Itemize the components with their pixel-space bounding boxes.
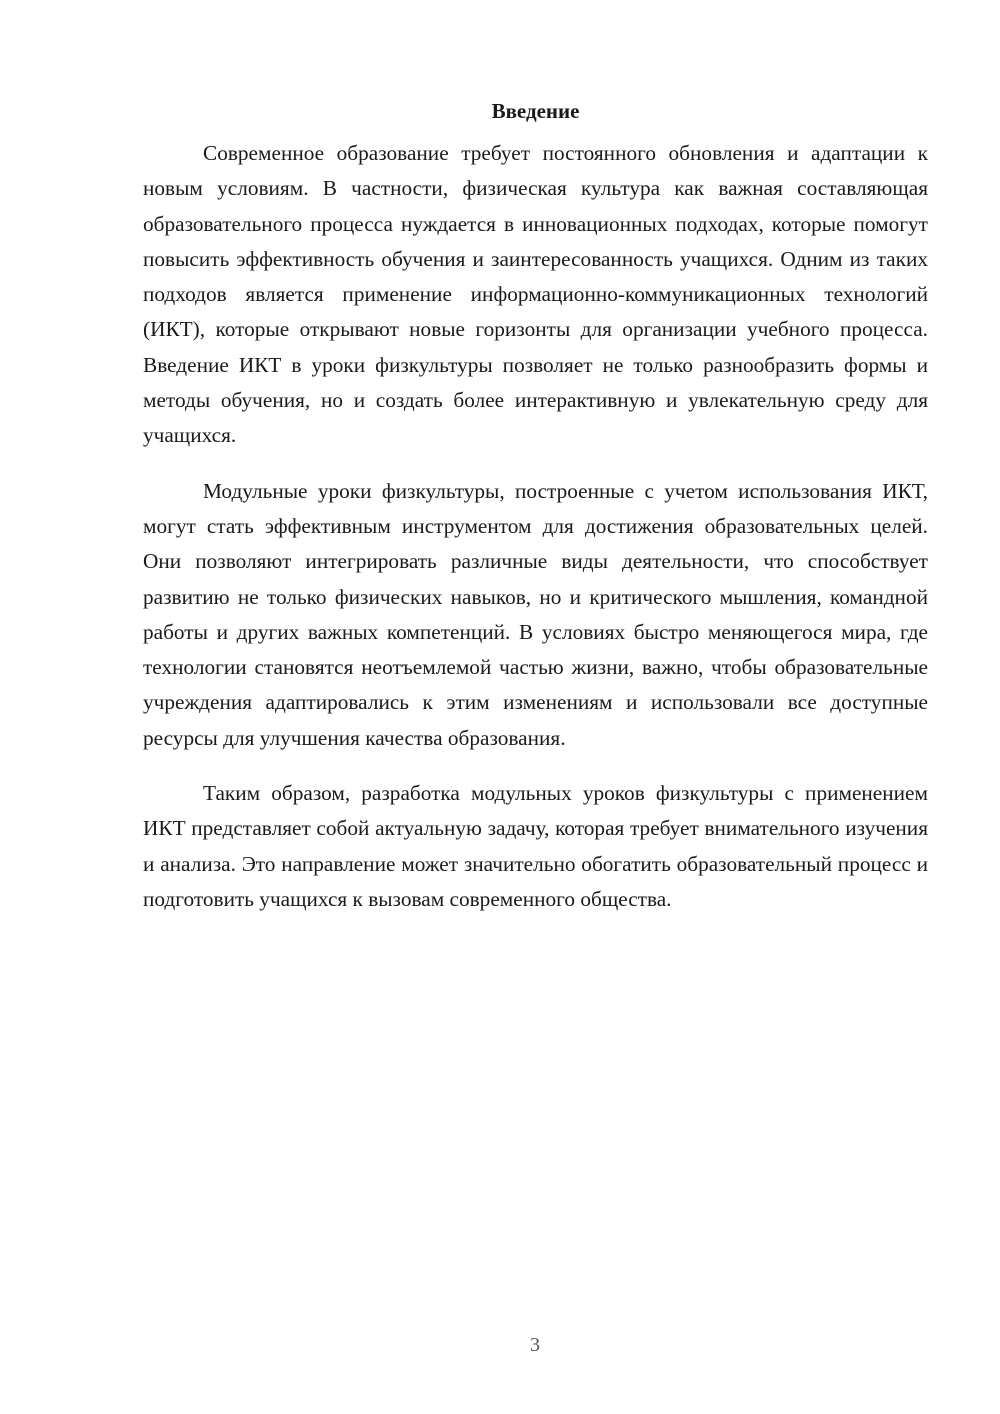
section-heading: Введение bbox=[491, 99, 580, 123]
page-number: 3 bbox=[530, 1334, 540, 1356]
paragraph-1: Современное образование требует постоянного обновления и адаптации к новым условиям. В частности, физическая культура как важная составляющая образовательного процесса нуждается в инновационных подходах, которые помогут повысить эффективность обучения и заинтересованность учащихся. Одним из таких подходов является применение информационно-коммуникационных технологий (ИКТ), которые открывают новые горизонты для организации учебного процесса. Введение ИКТ в уроки физкультуры позволяет не только разнообразить формы и методы обучения, но и создать более интерактивную и увлекательную среду для учащихся. bbox=[143, 141, 928, 448]
page-content bbox=[143, 96, 928, 937]
paragraph-3: Таким образом, разработка модульных уроков физкультуры с применением ИКТ представляет собой актуальную задачу, которая требует внимательного изучения и анализа. Это направление может значительно обогатить образовательный процесс и подготовить учащихся к вызовам современного общества. bbox=[143, 781, 928, 911]
paragraph-2: Модульные уроки физкультуры, построенные с учетом использования ИКТ, могут стать эффективным инструментом для достижения образовательных целей. Они позволяют интегрировать различные виды деятельности, что способствует развитию не только физических навыков, но и критического мышления, командной работы и других важных компетенций. В условиях быстро меняющегося мира, где технологии становятся неотъемлемой частью жизни, важно, чтобы образовательные учреждения адаптировались к этим изменениям и использовали все доступные ресурсы для улучшения качества образования. bbox=[143, 478, 928, 750]
